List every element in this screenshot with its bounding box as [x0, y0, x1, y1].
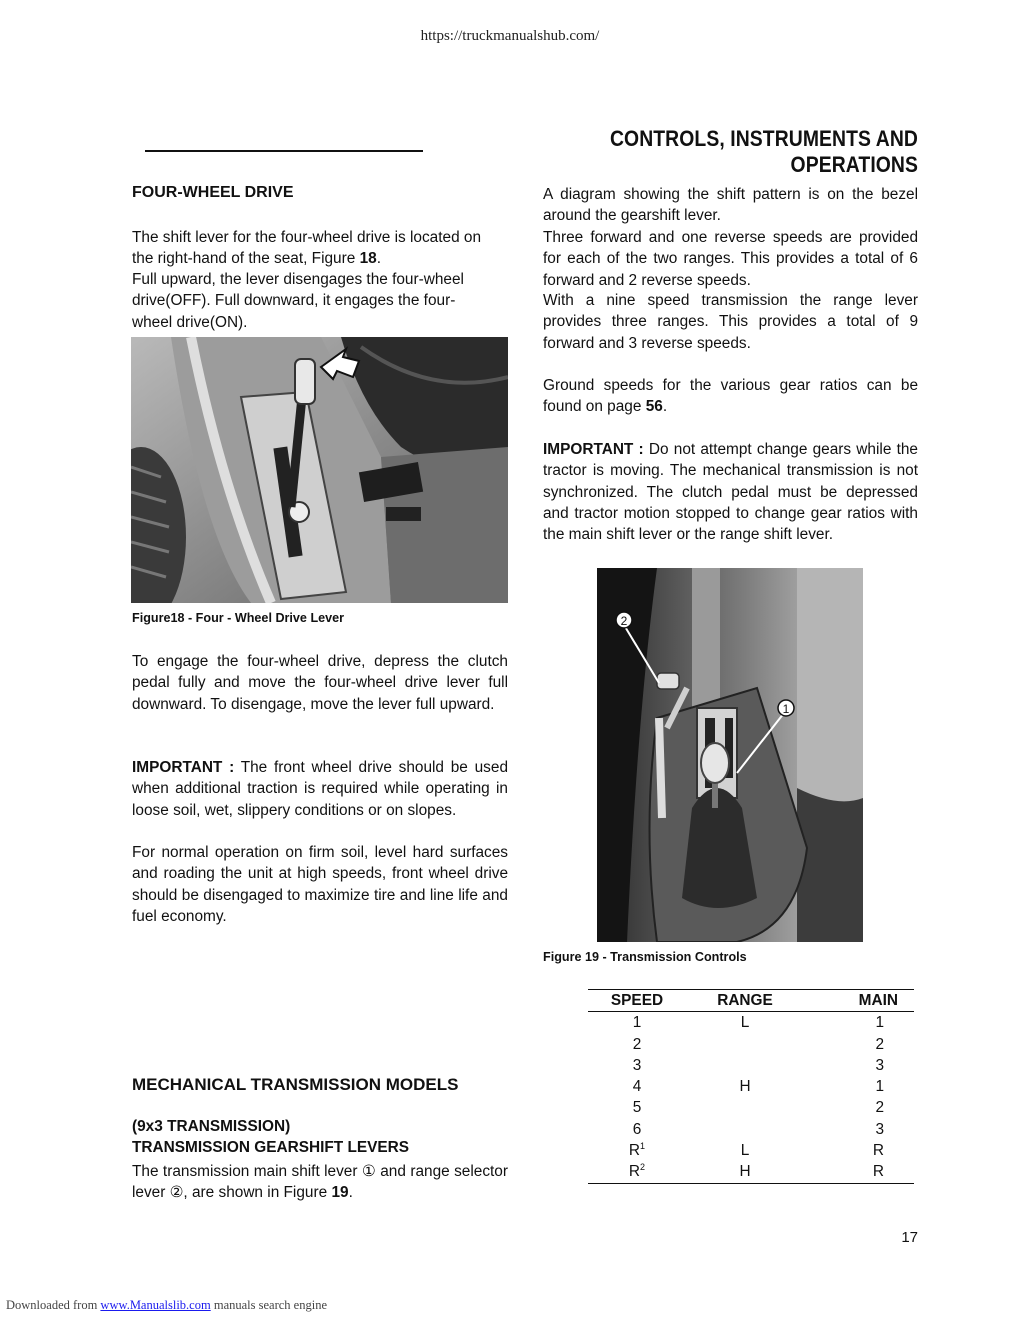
- speeds-paragraph: Three forward and one reverse speeds are provided for each of the two ranges. This provides a total of 6 forward and 2 reverse speeds.: [543, 229, 918, 289]
- footer-suffix: manuals search engine: [210, 1298, 327, 1312]
- fwd-paragraph-4: For normal operation on firm soil, level hard surfaces and roading the unit at high speeds, front wheel drive should be disengaged to maximize tire and line life and fuel economy.: [132, 844, 508, 925]
- four-wheel-drive-heading: FOUR-WHEEL DRIVE: [132, 184, 294, 201]
- gearshift-text: The transmission main shift lever ① and range selector lever ②, are shown in Figure: [132, 1163, 508, 1202]
- transmission-controls-illustration: [597, 568, 863, 942]
- callout-2: 2: [620, 614, 628, 628]
- speed-superscript: 1: [640, 1140, 646, 1151]
- right-important-text: Do not attempt change gears while the tractor is moving. The mechanical transmission is not synchronized. The clutch pedal must be depressed and tractor motion stopped to change gear ratios with the main shift lever or the range shift lever.: [543, 441, 918, 544]
- fwd-paragraph-2: Full upward, the lever disengages the four-wheel drive(OFF). Full downward, it engages the four-wheel drive(ON).: [132, 271, 464, 331]
- speed-cell: [588, 1012, 686, 1034]
- range-cell: H: [739, 1078, 751, 1096]
- main-cell: 3: [875, 1120, 884, 1138]
- main-cell: 1: [875, 1078, 884, 1096]
- page-number: 17: [901, 1229, 918, 1246]
- callout-1: 1: [782, 702, 790, 716]
- download-footer: [6, 1298, 327, 1313]
- range-cell: [686, 1034, 804, 1055]
- speed-value: R: [628, 1163, 641, 1181]
- fwd-p1-text: The shift lever for the four-wheel drive is located on the right-hand of the seat, Figure: [132, 229, 482, 268]
- main-cell: 2: [875, 1035, 884, 1053]
- right-important-paragraph: [543, 439, 918, 545]
- figure-19-caption: Figure 19 - Transmission Controls: [543, 950, 747, 964]
- speed-value: 2: [632, 1035, 642, 1053]
- mechanical-transmission-heading: MECHANICAL TRANSMISSION MODELS: [132, 1075, 459, 1094]
- table-row: [588, 1034, 914, 1055]
- ground-speeds-end: .: [662, 398, 668, 416]
- transmission-subheading-1: (9x3 TRANSMISSION): [132, 1118, 291, 1135]
- fwd-p1-end: .: [376, 250, 381, 268]
- range-cell: L: [740, 1014, 750, 1032]
- table-row: [588, 1012, 914, 1034]
- fwd-p1-figure-ref: 18: [359, 250, 377, 268]
- speed-value: 4: [632, 1078, 642, 1096]
- speed-cell: [588, 1161, 686, 1183]
- speed-cell: [588, 1055, 686, 1076]
- gear-table-body: [588, 1012, 914, 1183]
- ground-speeds-page-ref: 56: [645, 398, 663, 416]
- header-range: RANGE: [717, 992, 773, 1009]
- fwd-important-paragraph: [132, 757, 508, 821]
- gearshift-end: .: [348, 1184, 353, 1202]
- main-cell: R: [872, 1142, 884, 1160]
- range-cell: [686, 1097, 804, 1118]
- speed-superscript: 2: [640, 1162, 646, 1173]
- main-cell: 3: [875, 1056, 884, 1074]
- footer-prefix: Downloaded from: [6, 1298, 101, 1312]
- shift-pattern-paragraph: A diagram showing the shift pattern is on the bezel around the gearshift lever.: [543, 186, 918, 225]
- fwd-paragraph-3: To engage the four-wheel drive, depress the clutch pedal fully and move the four-wheel drive lever full downward. To disengage, move the lever full upward.: [132, 653, 508, 713]
- fwd-important-label: IMPORTANT :: [132, 759, 235, 776]
- table-row: [588, 1119, 914, 1140]
- speed-cell: [588, 1140, 686, 1161]
- speed-cell: [588, 1034, 686, 1055]
- speed-cell: [588, 1076, 686, 1097]
- speed-value: R: [628, 1142, 641, 1160]
- ground-speeds-text: Ground speeds for the various gear ratios can be found on page: [543, 377, 918, 416]
- header-speed: SPEED: [610, 992, 664, 1009]
- main-cell: R: [872, 1163, 884, 1181]
- speed-cell: [588, 1097, 686, 1118]
- table-row: [588, 1161, 914, 1183]
- gear-ratio-table: [588, 990, 914, 1184]
- fwd-paragraph-1: [132, 227, 490, 270]
- ground-speeds-paragraph: [543, 375, 918, 418]
- figure-18-photo: [131, 337, 508, 603]
- range-cell: L: [740, 1142, 750, 1160]
- range-cell: [686, 1119, 804, 1140]
- four-wheel-drive-lever-illustration: [131, 337, 508, 603]
- table-row: [588, 1055, 914, 1076]
- gearshift-figure-ref: 19: [331, 1184, 349, 1202]
- page-header-title: CONTROLS, INSTRUMENTS AND OPERATIONS: [609, 126, 918, 177]
- nine-speed-paragraph: With a nine speed transmission the range lever provides three ranges. This provides a total of 9 forward and 3 reverse speeds.: [543, 292, 918, 352]
- table-row: [588, 1097, 914, 1118]
- range-cell: [686, 1055, 804, 1076]
- figure-19-photo: [597, 568, 863, 942]
- main-cell: 2: [875, 1099, 884, 1117]
- speed-value: 3: [632, 1056, 642, 1074]
- manualslib-link[interactable]: www.Manualslib.com: [100, 1298, 211, 1312]
- table-row: [588, 1076, 914, 1097]
- header-main: MAIN: [858, 992, 898, 1009]
- header-rule: [145, 150, 423, 152]
- gearshift-levers-paragraph: [132, 1161, 508, 1204]
- fwd-important-text: The front wheel drive should be used when additional traction is required while operating in loose soil, wet, slippery conditions or on slopes.: [132, 759, 508, 819]
- right-important-label: IMPORTANT :: [543, 441, 644, 458]
- speed-value: 5: [632, 1099, 642, 1117]
- table-row: [588, 1140, 914, 1161]
- transmission-subheading-2: TRANSMISSION GEARSHIFT LEVERS: [132, 1139, 410, 1156]
- speed-value: 1: [632, 1014, 642, 1032]
- speed-value: 6: [632, 1120, 642, 1138]
- range-cell: H: [739, 1163, 751, 1181]
- figure-18-caption: Figure18 - Four - Wheel Drive Lever: [132, 611, 345, 625]
- source-url: https://truckmanualshub.com/: [420, 28, 600, 44]
- speed-cell: [588, 1119, 686, 1140]
- main-cell: 1: [875, 1014, 884, 1032]
